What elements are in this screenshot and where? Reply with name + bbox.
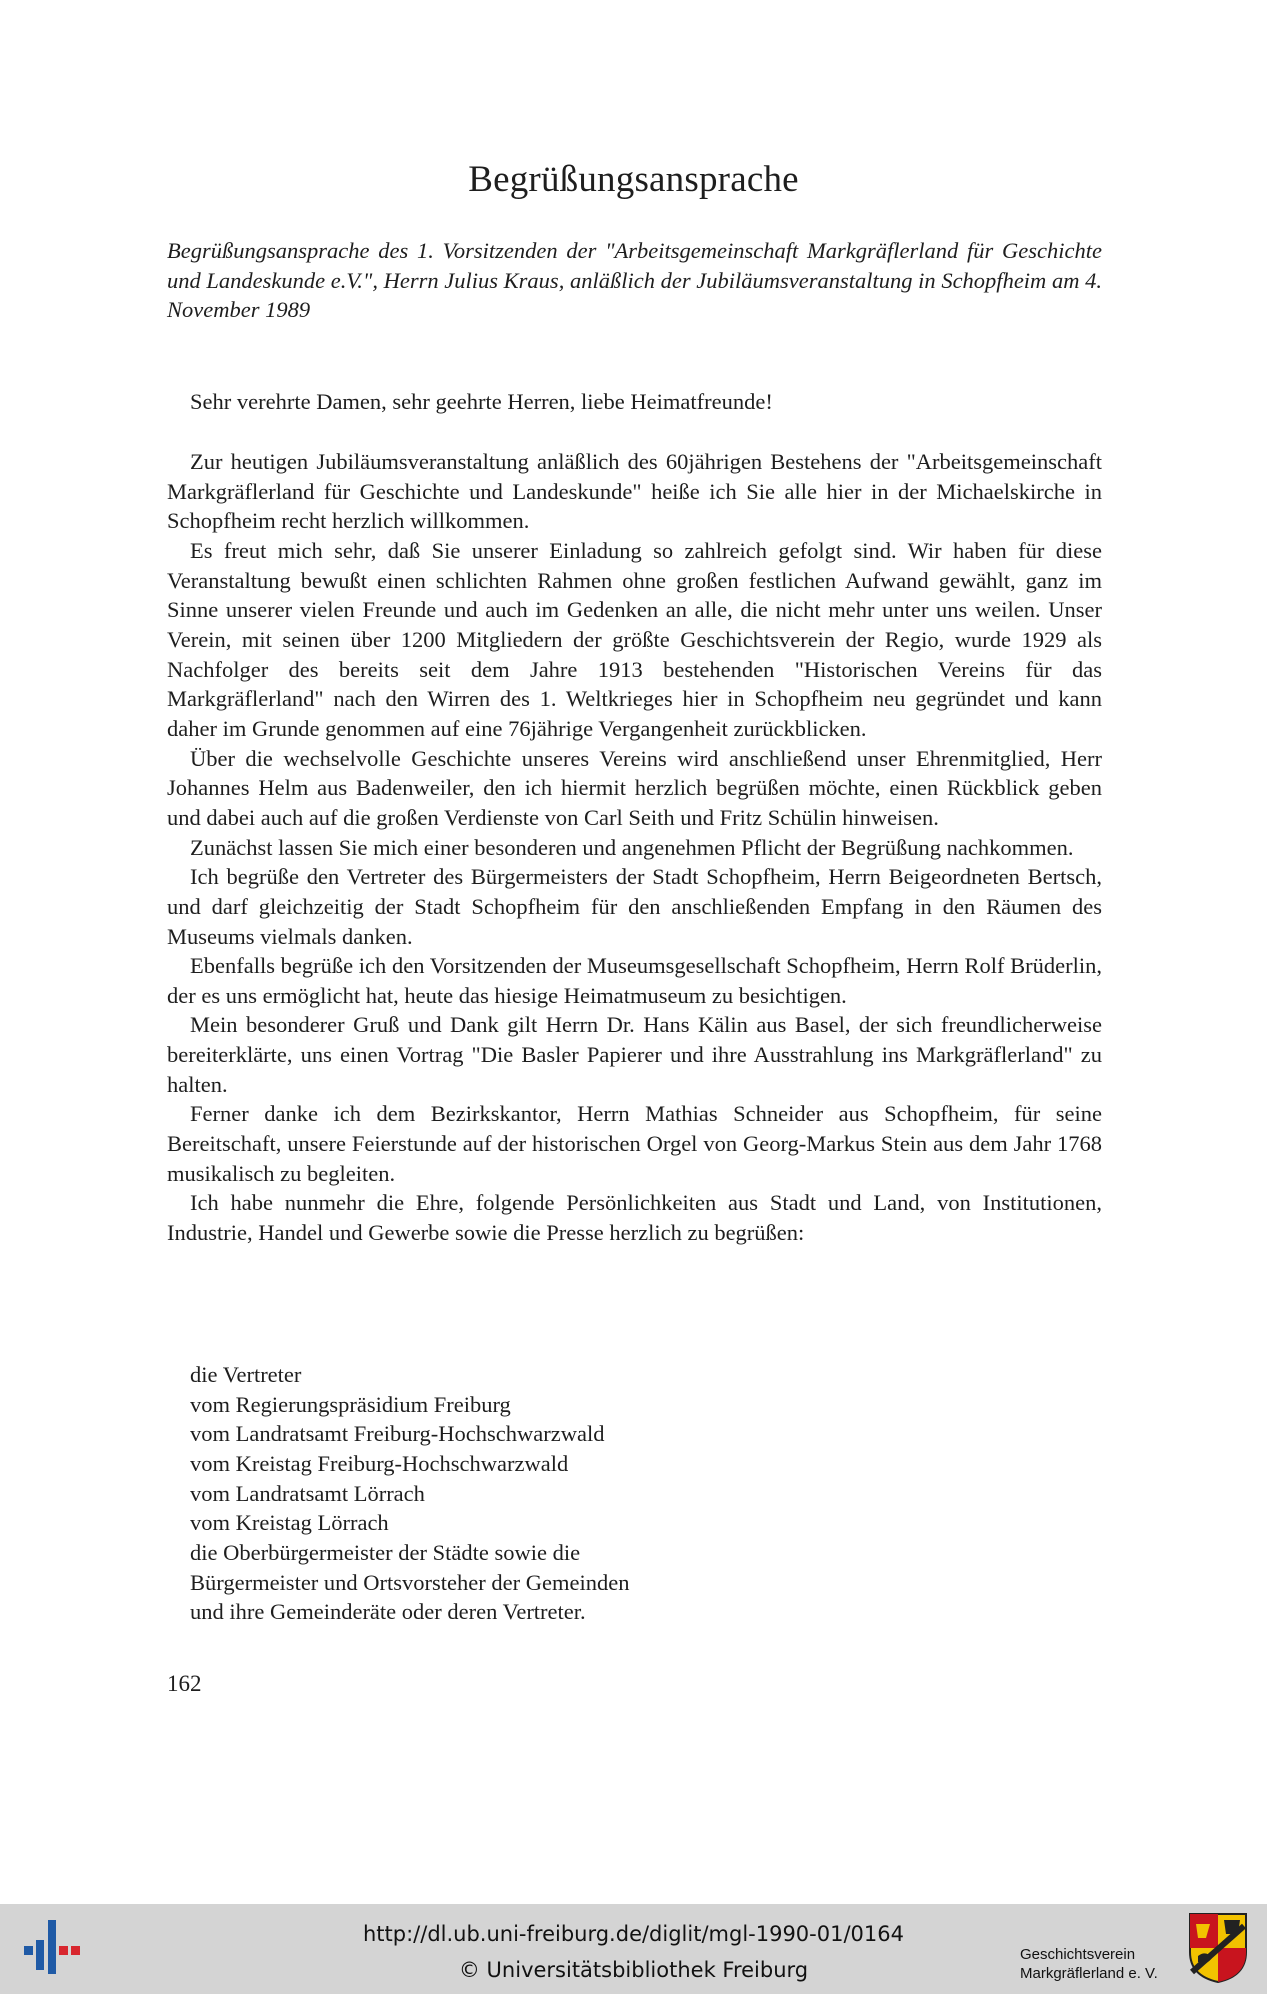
list-item: die Vertreter — [190, 1362, 302, 1387]
paragraph: Ebenfalls begrüße ich den Vorsitzenden der Museumsgesellschaft Schopfheim, Herrn Rolf Brüderlin, der es uns ermöglicht hat, heute das hiesige Heimatmuseum zu besichtigen. — [167, 953, 1102, 1008]
paragraph: Es freut mich sehr, daß Sie unserer Einladung so zahlreich gefolgt sind. Wir haben für diese Veranstaltung bewußt einen schlichten Rahmen ohne großen festlichen Aufwand gewählt, ganz im Sinne unserer vielen Freunde und auch im Gedenken an alle, die nicht mehr unter uns weilen. Unser Verein, mit seinen über 1200 Mitgliedern der größte Geschichtsverein der Regio, wurde 1929 als Nachfolger des bereits seit dem Jahre 1913 bestehenden "Historischen Vereins für das Markgräflerland" nach den Wirren des 1. Weltkrieges hier in Schopfheim neu gegründet und kann daher im Grunde genommen auf eine 76jährige Vergangenheit zurückblicken. — [167, 537, 1102, 741]
page-title: Begrüßungsansprache — [468, 159, 799, 200]
society-name — [1020, 1945, 1180, 1983]
society-line-1: Geschichtsverein — [1020, 1946, 1136, 1963]
list-item: vom Kreistag Freiburg-Hochschwarzwald — [190, 1450, 569, 1476]
list-item: vom Landratsamt Freiburg-Hochschwarzwald — [190, 1421, 605, 1447]
list-item: vom Landratsamt Lörrach — [190, 1480, 425, 1506]
guest-list — [190, 1360, 890, 1627]
society-line-2: Markgräflerland e. V. — [1020, 1965, 1158, 1982]
paragraph: Zunächst lassen Sie mich einer besonderen und angenehmen Pflicht der Begrüßung nachkommen. — [190, 834, 1074, 860]
coat-of-arms-icon — [1188, 1912, 1248, 1984]
body-text — [167, 447, 1102, 1248]
paragraph: Ich begrüße den Vertreter des Bürgermeisters der Stadt Schopfheim, Herrn Beigeordneten Bertsch, und darf gleichzeitig der Stadt Schopfheim für den anschließenden Empfang in den Räumen des Museums vielmals danken. — [167, 864, 1102, 949]
paragraph: Über die wechselvolle Geschichte unseres Vereins wird anschließend unser Ehrenmitglied, Herr Johannes Helm aus Badenweiler, den ich hiermit herzlich begrüßen möchte, einen Rückblick geben und dabei auch auf die großen Verdienste von Carl Seith und Fritz Schülin hinweisen. — [167, 745, 1102, 830]
paragraph: Ich habe nunmehr die Ehre, folgende Persönlichkeiten aus Stadt und Land, von Institutionen, Industrie, Handel und Gewerbe sowie die Presse herzlich zu begrüßen: — [167, 1190, 1102, 1246]
paragraph: Ferner danke ich dem Bezirkskantor, Herrn Mathias Schneider aus Schopfheim, für seine Bereitschaft, unsere Feierstunde auf der historischen Orgel von Georg-Markus Stein aus dem Jahr 1768 musikalisch zu begleiten. — [167, 1101, 1102, 1186]
greeting-line: Sehr verehrte Damen, sehr geehrte Herren, liebe Heimatfreunde! — [190, 389, 773, 414]
paragraph: Mein besonderer Gruß und Dank gilt Herrn Dr. Hans Kälin aus Basel, der sich freundlicherweise bereiterklärte, uns einen Vortrag "Die Basler Papierer und ihre Ausstrahlung ins Markgräflerland" zu halten. — [167, 1012, 1102, 1097]
intro-text: Begrüßungsansprache des 1. Vorsitzenden der "Arbeitsgemeinschaft Markgräflerland für Geschichte und Landeskunde e.V.", Herrn Julius Kraus, anläßlich der Jubiläumsveranstaltung in Schopfheim am 4. November 1989 — [167, 238, 1102, 322]
page-number: 162 — [167, 1671, 202, 1696]
permalink-url[interactable]: http://dl.ub.uni-freiburg.de/diglit/mgl-1990-01/0164 — [362, 1922, 904, 1946]
list-item: vom Kreistag Lörrach — [190, 1510, 389, 1536]
list-item: Bürgermeister und Ortsvorsteher der Gemeinden — [190, 1569, 630, 1595]
list-item: und ihre Gemeinderäte oder deren Vertreter. — [190, 1599, 586, 1625]
list-item: vom Regierungspräsidium Freiburg — [190, 1391, 511, 1417]
paragraph: Zur heutigen Jubiläumsveranstaltung anläßlich des 60jährigen Bestehens der "Arbeitsgemeinschaft Markgräflerland für Geschichte und Landeskunde" heiße ich Sie alle hier in der Michaelskirche in Schopfheim recht herzlich willkommen. — [167, 449, 1102, 534]
copyright-text: © Universitätsbibliothek Freiburg — [458, 1958, 809, 1982]
list-item: die Oberbürgermeister der Städte sowie die — [190, 1539, 581, 1565]
